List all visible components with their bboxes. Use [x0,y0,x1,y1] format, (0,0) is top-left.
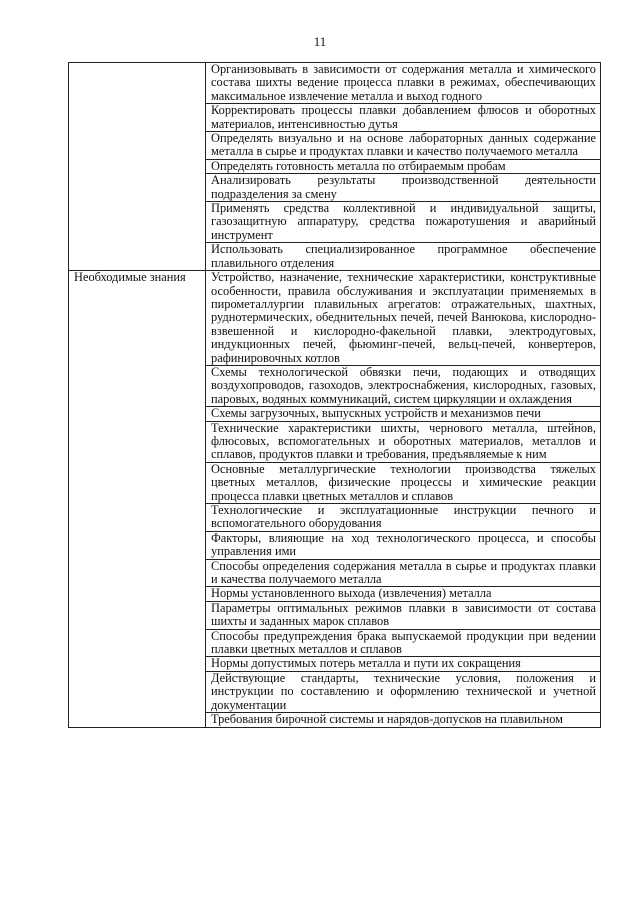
knowledge-item: Технические характеристики шихты, чернового металла, штейнов, флюсовых, вспомогательных и оборотных материалов, металлов и сплавов, продуктов плавки и требования, предъявляемые к ним [206,421,601,462]
knowledge-item: Устройство, назначение, технические характеристики, конструктивные особенности, правила обслуживания и эксплуатации применяемых в пирометаллургии плавильных агрегатов: отражательных, шахтных, руднотермических, обеднительных печей, печей Ванюкова, кислородно-взвешенной и кислородно-факельной плавки, электродуговых, индукционных печей, фьюминг-печей, вельц-печей, конвертеров, рафинировочных котлов [206,271,601,366]
knowledge-item: Способы определения содержания металла в сырье и продуктах плавки и качества получаемого металла [206,559,601,587]
skill-item: Определять визуально и на основе лабораторных данных содержание металла в сырье и продуктах плавки и качество получаемого металла [206,132,601,160]
knowledge-item: Параметры оптимальных режимов плавки в зависимости от состава шихты и заданных марок сплавов [206,601,601,629]
knowledge-item: Требования бирочной системы и нарядов-допусков на плавильном [206,713,601,727]
knowledge-item: Основные металлургические технологии производства тяжелых цветных металлов, физические процессы и химические реакции процесса плавки цветных металлов и сплавов [206,462,601,503]
skill-item: Применять средства коллективной и индивидуальной защиты, газозащитную аппаратуру, средства пожаротушения и аварийный инструмент [206,202,601,243]
section-label-skills [69,63,206,271]
knowledge-item: Факторы, влияющие на ход технологического процесса, и способы управления ими [206,531,601,559]
skill-item: Использовать специализированное программное обеспечение плавильного отделения [206,243,601,271]
skill-item: Определять готовность металла по отбираемым пробам [206,159,601,173]
knowledge-item: Действующие стандарты, технические условия, положения и инструкции по составлению и оформлению технической и учетной документации [206,671,601,712]
requirements-table [68,62,601,728]
section-label-knowledge: Необходимые знания [69,271,206,727]
table-row [69,63,601,104]
knowledge-item: Нормы установленного выхода (извлечения) металла [206,587,601,601]
skill-item: Анализировать результаты производственной деятельности подразделения за смену [206,174,601,202]
table-row [69,271,601,366]
knowledge-item: Нормы допустимых потерь металла и пути их сокращения [206,657,601,671]
knowledge-item: Способы предупреждения брака выпускаемой продукции при ведении плавки цветных металлов и сплавов [206,629,601,657]
knowledge-item: Технологические и эксплуатационные инструкции печного и вспомогательного оборудования [206,504,601,532]
page-number: 11 [313,34,327,49]
skill-item: Корректировать процессы плавки добавлением флюсов и оборотных материалов, интенсивностью дутья [206,104,601,132]
knowledge-item: Схемы загрузочных, выпускных устройств и механизмов печи [206,407,601,421]
knowledge-item: Схемы технологической обвязки печи, подающих и отводящих воздухопроводов, газоходов, электроснабжения, кислородных, газовых, паровых, водяных коммуникаций, систем циркуляции и охлаждения [206,365,601,406]
skill-item: Организовывать в зависимости от содержания металла и химического состава шихты ведение процесса плавки в режимах, обеспечивающих максимальное извлечение металла и выход годного [206,63,601,104]
